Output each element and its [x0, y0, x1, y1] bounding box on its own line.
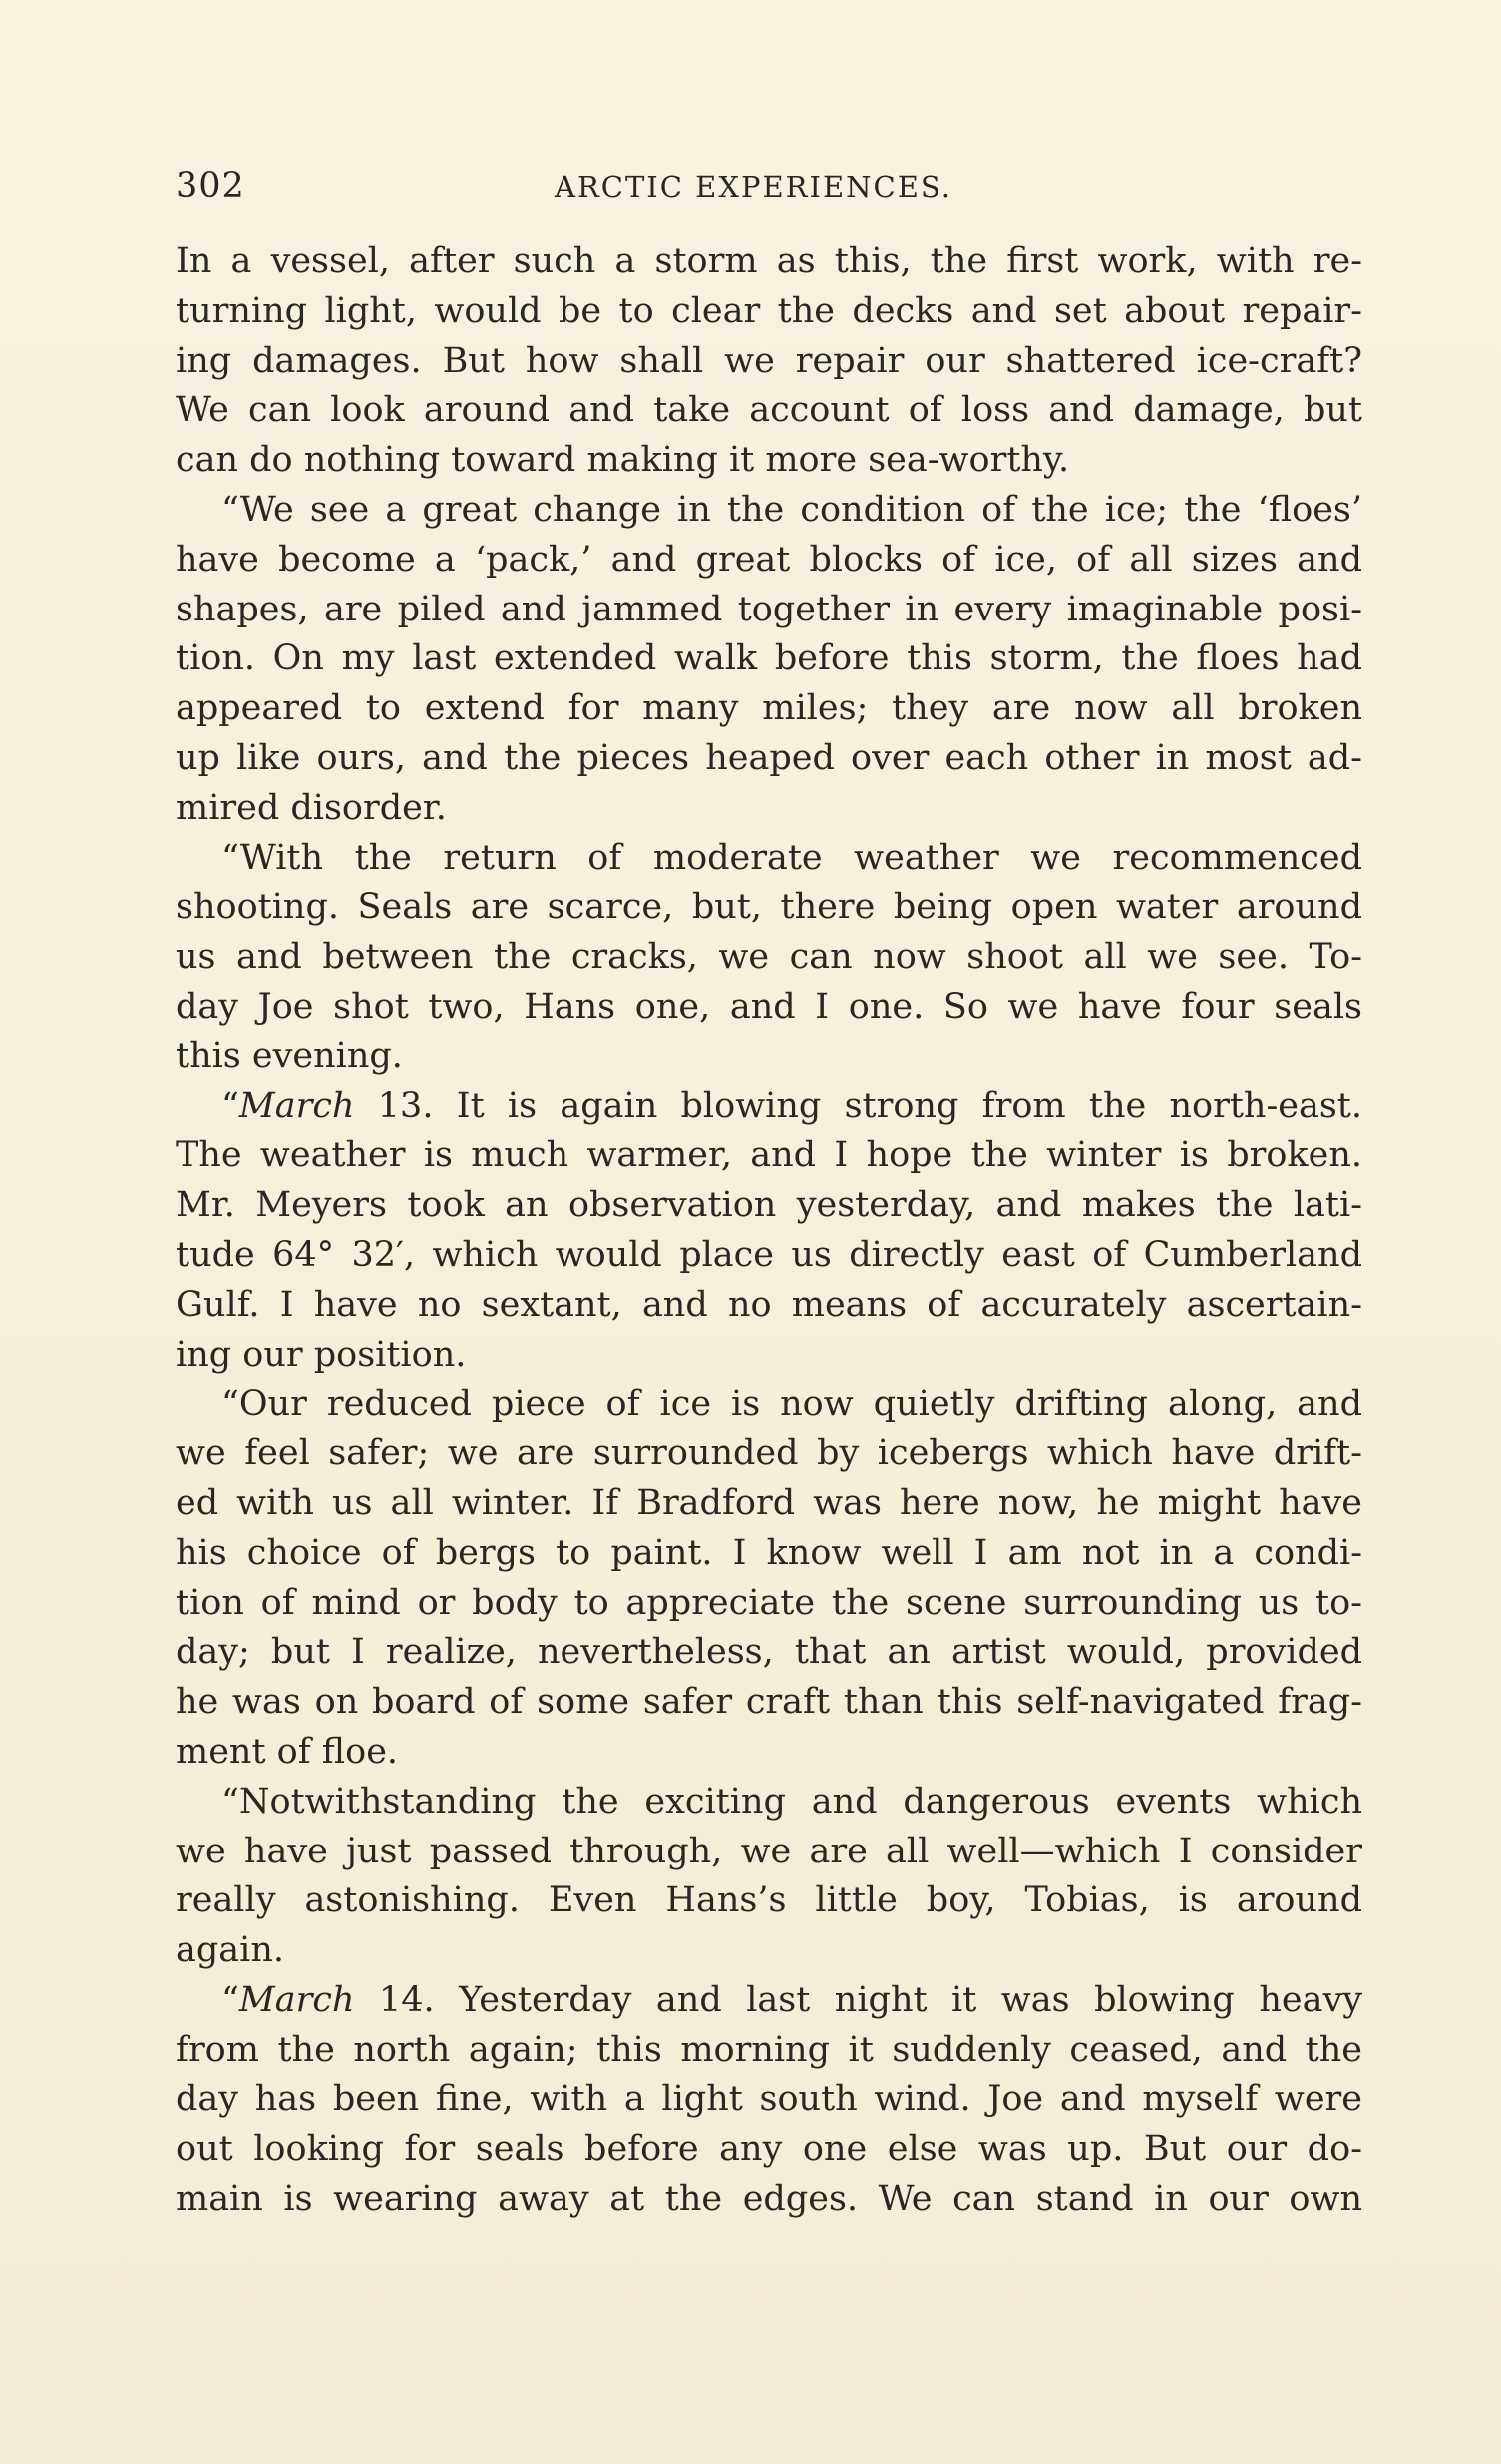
- text-line: up like ours, and the pieces heaped over each other in most ad-: [176, 737, 1362, 778]
- text-line: Gulf. I have no sextant, and no means of accurately ascertain-: [176, 1284, 1362, 1325]
- text-line: ed with us all winter. If Bradford was here now, he might have: [176, 1482, 1362, 1523]
- running-title: ARCTIC EXPERIENCES.: [555, 170, 952, 204]
- body-text: [176, 237, 1362, 2225]
- text-line: appeared to extend for many miles; they are now all broken: [176, 688, 1362, 729]
- text-line: “Our reduced piece of ice is now quietly drifting along, and: [221, 1384, 1362, 1425]
- quote-mark: “: [221, 1979, 239, 2020]
- text-line: [176, 1082, 1362, 1132]
- text-line: We can look around and take account of loss and damage, but: [176, 390, 1362, 431]
- text-line: us and between the cracks, we can now shoot all we see. To-: [176, 937, 1362, 978]
- date-march: March: [238, 1979, 355, 2020]
- text-line: main is wearing away at the edges. We can stand in our own: [176, 2179, 1362, 2220]
- text-line: his choice of bergs to paint. I know well I am not in a condi-: [176, 1532, 1362, 1573]
- text-line: mired disorder.: [176, 787, 447, 828]
- quote-mark: “: [221, 1085, 239, 1126]
- text-run: 14. Yesterday and last night it was blowing heavy: [354, 1979, 1362, 2020]
- text-line: tude 64° 32′, which would place us directly east of Cumberland: [176, 1234, 1362, 1275]
- text-line: ing our position.: [176, 1334, 467, 1375]
- text-line: In a vessel, after such a storm as this, the first work, with re-: [176, 241, 1362, 281]
- text-line: The weather is much warmer, and I hope the winter is broken.: [176, 1135, 1362, 1176]
- text-line: he was on board of some safer craft than this self-navigated frag-: [176, 1682, 1362, 1723]
- text-line: have become a ‘pack,’ and great blocks of ice, of all sizes and: [176, 539, 1362, 580]
- text-line: “Notwithstanding the exciting and dangerous events which: [221, 1781, 1362, 1822]
- text-line: out looking for seals before any one else was up. But our do-: [176, 2129, 1362, 2170]
- date-march: March: [238, 1085, 355, 1126]
- text-line: day Joe shot two, Hans one, and I one. So we have four seals: [176, 986, 1362, 1027]
- text-line: ment of floe.: [176, 1731, 399, 1772]
- text-line: shooting. Seals are scarce, but, there being open water around: [176, 887, 1362, 928]
- text-line: again.: [176, 1930, 284, 1971]
- text-line: from the north again; this morning it suddenly ceased, and the: [176, 2029, 1362, 2070]
- text-run: 13. It is again blowing strong from the north-east.: [354, 1085, 1362, 1126]
- text-line: “With the return of moderate weather we recommenced: [221, 837, 1362, 878]
- text-line: [176, 1976, 1362, 2026]
- text-line: ing damages. But how shall we repair our shattered ice-craft?: [176, 340, 1362, 381]
- text-line: tion. On my last extended walk before this storm, the floes had: [176, 638, 1362, 679]
- text-line: “We see a great change in the condition of the ice; the ‘floes’: [221, 489, 1362, 530]
- text-line: we have just passed through, we are all well—which I consider: [176, 1831, 1362, 1871]
- text-line: turning light, would be to clear the decks and set about repair-: [176, 290, 1362, 331]
- running-head: [176, 166, 1362, 215]
- text-line: can do nothing toward making it more sea-worthy.: [176, 440, 1070, 481]
- text-line: shapes, are piled and jammed together in every imaginable posi-: [176, 589, 1362, 629]
- page-number: 302: [176, 166, 245, 205]
- text-line: Mr. Meyers took an observation yesterday, and makes the lati-: [176, 1185, 1362, 1226]
- text-line: we feel safer; we are surrounded by icebergs which have drift-: [176, 1434, 1362, 1474]
- text-line: really astonishing. Even Hans’s little boy, Tobias, is around: [176, 1880, 1362, 1921]
- text-line: this evening.: [176, 1035, 403, 1076]
- text-line: tion of mind or body to appreciate the scene surrounding us to-: [176, 1582, 1362, 1623]
- text-line: day has been fine, with a light south wind. Joe and myself were: [176, 2079, 1362, 2120]
- text-line: day; but I realize, nevertheless, that an artist would, provided: [176, 1632, 1362, 1673]
